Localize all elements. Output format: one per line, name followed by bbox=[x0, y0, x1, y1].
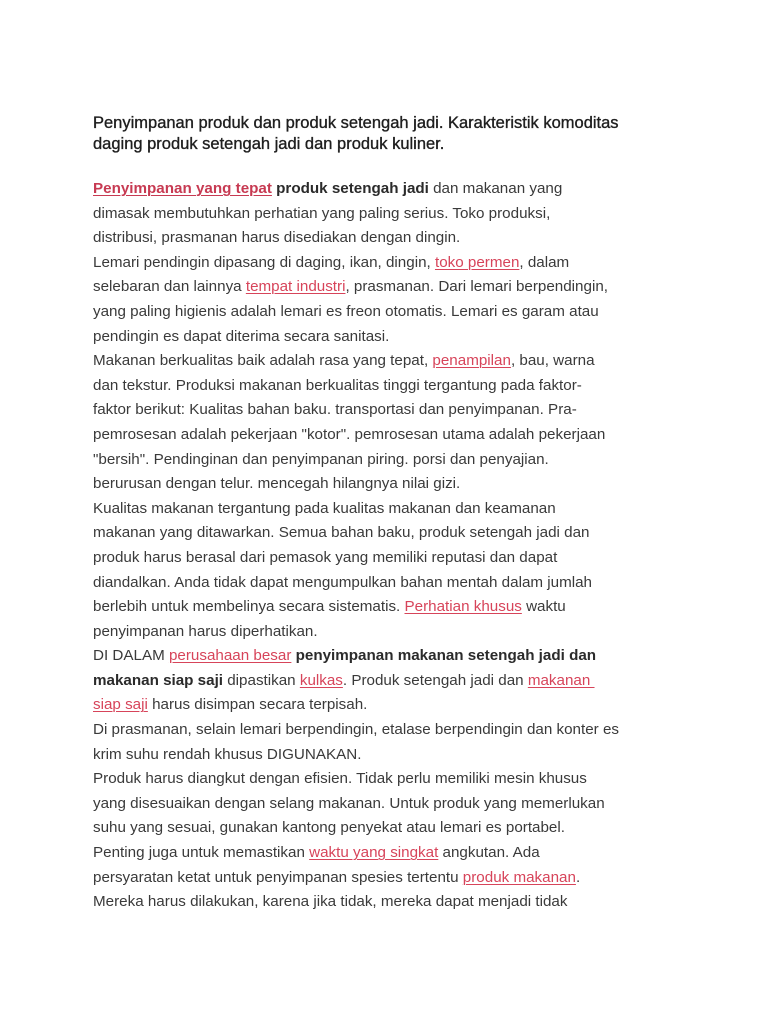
text-line: pemrosesan adalah pekerjaan "kotor". pemrosesan utama adalah pekerjaan bbox=[93, 425, 606, 443]
link-toko-permen[interactable]: toko permen bbox=[434, 253, 520, 271]
link-waktu-yang-singkat[interactable]: waktu yang singkat bbox=[309, 844, 439, 862]
text-span: Lemari pendingin dipasang di daging, ikan, dingin, bbox=[93, 253, 435, 271]
text-line bbox=[93, 841, 683, 866]
text-line bbox=[93, 251, 683, 276]
text-line: berurusan dengan telur. mencegah hilangnya nilai gizi. bbox=[93, 475, 461, 493]
text-line bbox=[93, 669, 683, 694]
text-span: , bau, warna bbox=[510, 352, 595, 370]
article-title bbox=[93, 113, 683, 155]
text-line bbox=[93, 595, 683, 620]
text-line: produk harus berasal dari pemasok yang memiliki reputasi dan dapat bbox=[93, 548, 558, 566]
text-line: "bersih". Pendinginan dan penyimpanan piring. porsi dan penyajian. bbox=[93, 450, 549, 468]
text-span: dipastikan bbox=[223, 671, 300, 689]
link-penyimpanan-yang-tepat[interactable]: Penyimpanan yang tepat bbox=[93, 180, 272, 197]
text-span: harus disimpan secara terpisah. bbox=[147, 696, 368, 714]
text-line: dimasak membutuhkan perhatian yang paling serius. Toko produksi, bbox=[93, 204, 551, 222]
text-span: persyaratan ketat untuk penyimpanan spesies tertentu bbox=[93, 868, 463, 886]
text-line bbox=[93, 866, 683, 891]
link-penampilan[interactable]: penampilan bbox=[432, 352, 511, 370]
link-makanan[interactable]: makanan bbox=[527, 671, 595, 689]
text-line bbox=[93, 644, 683, 669]
link-produk-makanan[interactable]: produk makanan bbox=[462, 868, 576, 886]
text-line: suhu yang sesuai, gunakan kantong penyekat atau lemari es portabel. bbox=[93, 819, 565, 837]
link-siap-saji[interactable]: siap saji bbox=[93, 696, 148, 714]
text-line: penyimpanan harus diperhatikan. bbox=[93, 622, 318, 640]
text-span: , prasmanan. Dari lemari berpendingin, bbox=[345, 278, 608, 296]
link-perusahaan-besar[interactable]: perusahaan besar bbox=[168, 647, 292, 665]
text-line bbox=[93, 693, 683, 718]
text-span: selebaran dan lainnya bbox=[93, 278, 246, 296]
text-span: , dalam bbox=[519, 253, 570, 271]
title-line: daging produk setengah jadi dan produk kuliner. bbox=[93, 135, 445, 153]
text-line: distribusi, prasmanan harus disediakan dengan dingin. bbox=[93, 229, 461, 247]
text-line bbox=[93, 177, 683, 202]
text-line: faktor berikut: Kualitas bahan baku. transportasi dan penyimpanan. Pra- bbox=[93, 401, 577, 419]
text-span: angkutan. Ada bbox=[438, 844, 540, 862]
text-line: makanan yang ditawarkan. Semua bahan baku, produk setengah jadi dan bbox=[93, 524, 590, 542]
link-kulkas[interactable]: kulkas bbox=[299, 671, 343, 689]
bold-text: makanan siap saji bbox=[93, 671, 224, 689]
text-span: berlebih untuk membelinya secara sistematis. bbox=[93, 598, 405, 616]
link-tempat-industri[interactable]: tempat industri bbox=[245, 278, 346, 296]
text-span: DI DALAM bbox=[93, 647, 169, 665]
text-line: Kualitas makanan tergantung pada kualitas makanan dan keamanan bbox=[93, 499, 556, 517]
text-line: Mereka harus dilakukan, karena jika tidak, mereka dapat menjadi tidak bbox=[93, 893, 568, 911]
bold-text: produk setengah jadi bbox=[271, 180, 429, 197]
text-line: dan tekstur. Produksi makanan berkualitas tinggi tergantung pada faktor- bbox=[93, 376, 582, 394]
text-line bbox=[93, 275, 683, 300]
text-span: waktu bbox=[521, 598, 566, 616]
title-line: Penyimpanan produk dan produk setengah jadi. Karakteristik komoditas bbox=[93, 114, 619, 132]
text-line: diandalkan. Anda tidak dapat mengumpulkan bahan mentah dalam jumlah bbox=[93, 573, 592, 591]
text-span: Penting juga untuk memastikan bbox=[93, 844, 310, 862]
link-perhatian-khusus[interactable]: Perhatian khusus bbox=[404, 598, 522, 616]
text-line: Produk harus diangkut dengan efisien. Tidak perlu memiliki mesin khusus bbox=[93, 770, 587, 788]
text-span: . bbox=[575, 868, 581, 886]
text-line bbox=[93, 349, 683, 374]
article-body bbox=[93, 177, 683, 915]
text-line: Di prasmanan, selain lemari berpendingin, etalase berpendingin dan konter es bbox=[93, 721, 619, 739]
bold-text: penyimpanan makanan setengah jadi dan bbox=[291, 647, 597, 665]
text-line: pendingin es dapat diterima secara sanitasi. bbox=[93, 327, 390, 345]
text-line: krim suhu rendah khusus DIGUNAKAN. bbox=[93, 745, 362, 763]
text-span: dan makanan yang bbox=[428, 180, 563, 197]
document-page bbox=[93, 113, 683, 915]
text-line: yang disesuaikan dengan selang makanan. Untuk produk yang memerlukan bbox=[93, 794, 605, 812]
text-span: . Produk setengah jadi dan bbox=[342, 671, 528, 689]
text-span: Makanan berkualitas baik adalah rasa yang tepat, bbox=[93, 352, 433, 370]
text-line: yang paling higienis adalah lemari es freon otomatis. Lemari es garam atau bbox=[93, 302, 599, 320]
